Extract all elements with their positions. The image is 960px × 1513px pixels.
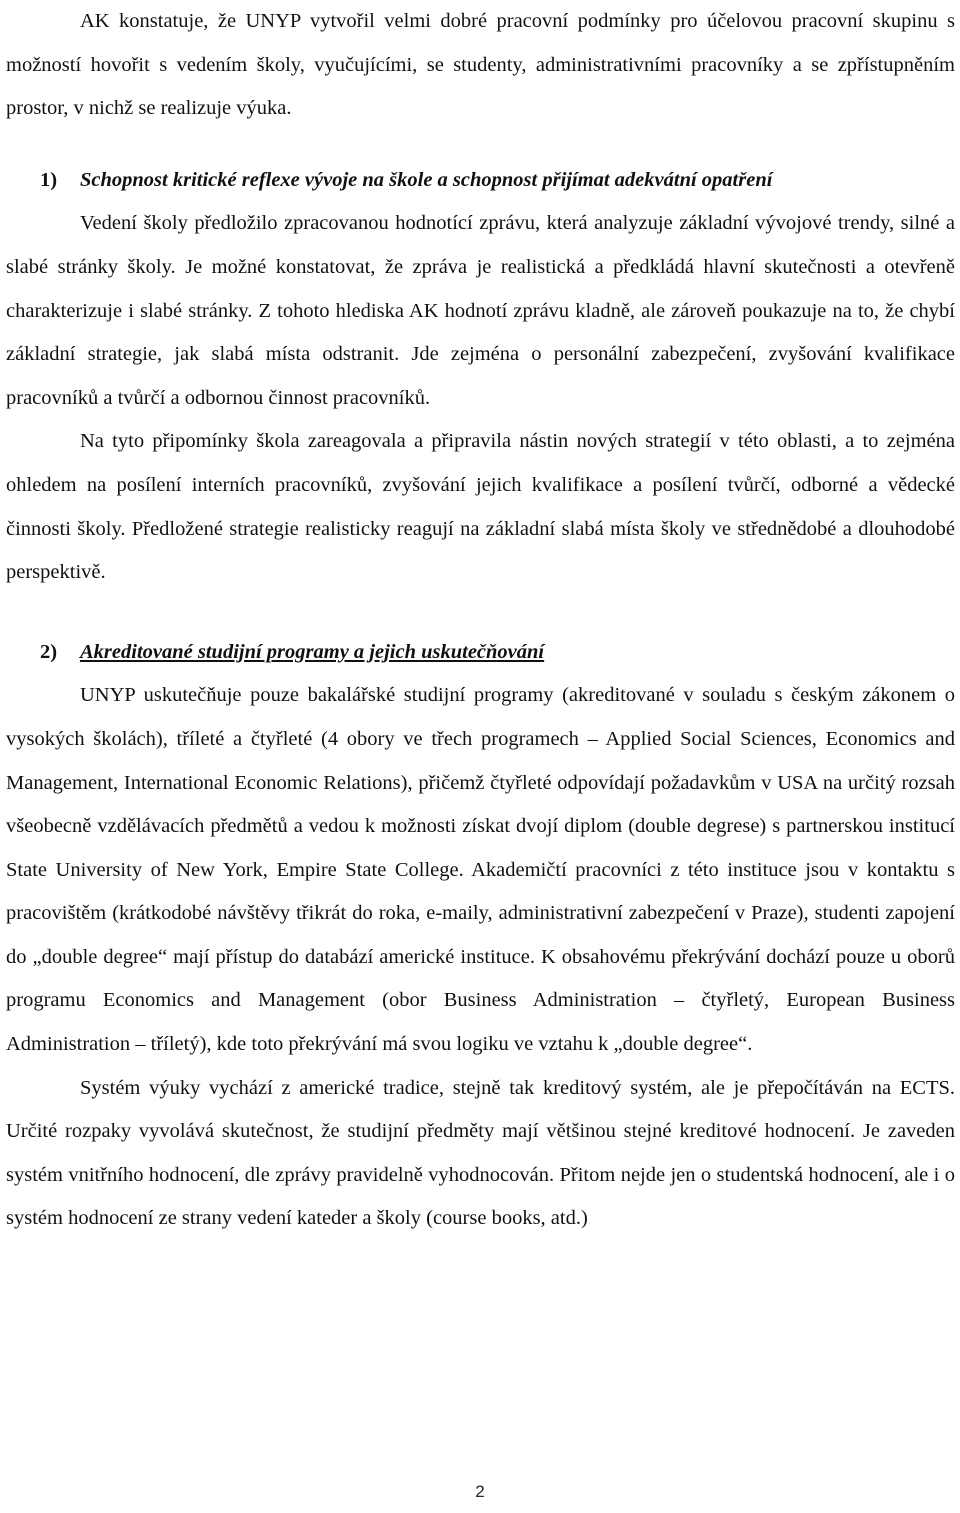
section-1-title: Schopnost kritické reflexe vývoje na škole a schopnost přijímat adekvátní opatření — [80, 168, 773, 191]
section-1-heading — [6, 159, 955, 203]
spacer — [6, 595, 955, 631]
section-1-paragraph-2: Na tyto připomínky škola zareagovala a připravila nástin nových strategií v této oblasti, a to zejména ohledem na posílení interních pracovníků, zvyšování jejich kvalifikace a posílení tvůrčí, odborné a vědecké činnosti školy. Předložené strategie realisticky reagují na základní slabá místa školy ve střednědobé a dlouhodobé perspektivě. — [6, 430, 955, 584]
spacer — [6, 131, 955, 159]
section-2-title: Akreditované studijní programy a jejich uskutečňování — [80, 640, 545, 663]
section-1-paragraph-1: Vedení školy předložilo zpracovanou hodnotící zprávu, která analyzuje základní vývojové trendy, silné a slabé stránky školy. Je možné konstatovat, že zpráva je realistická a předkládá hlavní skutečnosti a otevřeně charakterizuje i slabé stránky. Z tohoto hlediska AK hodnotí zprávu kladně, ale zároveň poukazuje na to, že chybí základní strategie, jak slabá místa odstranit. Jde zejména o personální zabezpečení, zvyšování kvalifikace pracovníků a tvůrčí a odbornou činnost pracovníků. — [6, 212, 955, 409]
intro-paragraph: AK konstatuje, že UNYP vytvořil velmi dobré pracovní podmínky pro účelovou pracovní skupinu s možností hovořit s vedením školy, vyučujícími, se studenty, administrativními pracovníky a se zpřístupněním prostor, v nichž se realizuje výuka. — [6, 10, 955, 120]
page-number: 2 — [475, 1482, 485, 1501]
section-2-heading — [6, 631, 955, 675]
section-1-number: 1) — [40, 168, 58, 191]
section-2-number: 2) — [40, 640, 58, 663]
section-2-paragraph-1: UNYP uskutečňuje pouze bakalářské studijní programy (akreditované v souladu s českým zákonem o vysokých školách), tříleté a čtyřleté (4 obory ve třech programech – Applied Social Sciences, Economics and Management, International Economic Relations), přičemž čtyřleté odpovídají požadavkům v USA na určitý rozsah všeobecně vzdělávacích předmětů a vedou k možnosti získat dvojí diplom (double degrese) s partnerskou institucí State University of New York, Empire State College. Akademičtí pracovníci z této instituce jsou v kontaktu s pracovištěm (krátkodobé návštěvy třikrát do roka, e-maily, administrativní zabezpečení v Praze), studenti zapojení do „double degree“ mají přístup do databází americké instituce. K obsahovému překrývání dochází pouze u oborů programu Economics and Management (obor Business Administration – čtyřletý, European Business Administration – tříletý), kde toto překrývání má svou logiku ve vztahu k „double degree“. — [6, 684, 955, 1056]
section-2-paragraph-2: Systém výuky vychází z americké tradice, stejně tak kreditový systém, ale je přepočítáván na ECTS. Určité rozpaky vyvolává skutečnost, že studijní předměty mají většinou stejné kreditové hodnocení. Je zaveden systém vnitřního hodnocení, dle zprávy pravidelně vyhodnocován. Přitom nejde jen o studentská hodnocení, ale i o systém hodnocení ze strany vedení kateder a školy (course books, atd.) — [6, 1076, 955, 1230]
document-page — [6, 0, 955, 1241]
